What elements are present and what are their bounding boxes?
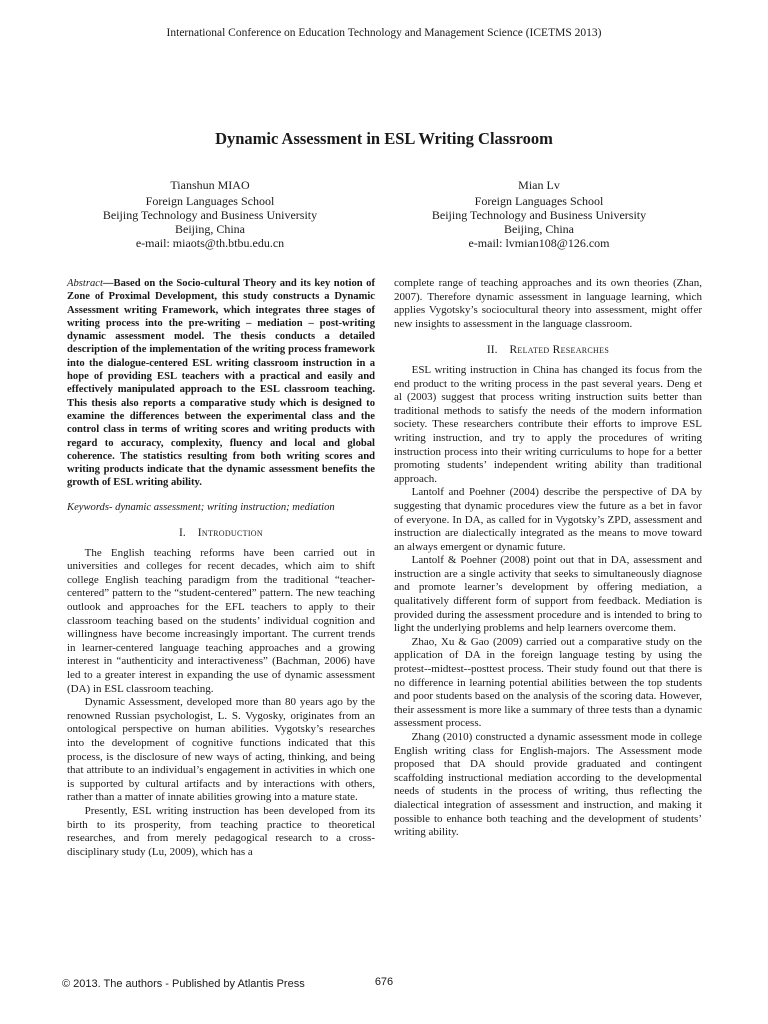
author-block-1 xyxy=(60,178,360,250)
paragraph: Zhang (2010) constructed a dynamic assessment mode in college English writing class for English-majors. The Assessment mode proposed that DA should provide graduated and contingent scaffolding instructional mediation according to the developmental needs of students in the process of writing, thus reflecting the dialectical integration of assessment and instruction, and making it possible to enhance both teaching and the development of students’ writing ability. xyxy=(394,731,702,839)
author-university: Beijing Technology and Business University xyxy=(431,208,647,222)
page-number: 676 xyxy=(374,976,394,988)
author-name: Tianshun MIAO xyxy=(170,178,250,192)
copyright-footer: © 2013. The authors - Published by Atlantis Press xyxy=(62,978,305,990)
author-department: Foreign Languages School xyxy=(474,194,604,208)
section-number: II. xyxy=(486,344,498,357)
abstract-label: Abstract xyxy=(67,278,103,289)
author-department: Foreign Languages School xyxy=(145,194,275,208)
keywords: Keywords- dynamic assessment; writing instruction; mediation xyxy=(67,501,335,513)
author-email: e-mail: lvmian108@126.com xyxy=(468,236,610,250)
section-heading-related-researches xyxy=(394,344,702,358)
author-block-2 xyxy=(389,178,689,250)
paragraph: Presently, ESL writing instruction has been developed from its birth to its prosperity, from teaching practice to theoretical researches, and from merely pedagogical research to a cross-disciplinary study (Lu, 2009), which has a xyxy=(67,804,375,858)
author-name: Mian Lv xyxy=(518,178,560,192)
conference-header: International Conference on Education Technology and Management Science (ICETMS 2013) xyxy=(166,27,602,39)
right-column xyxy=(394,277,702,840)
author-city: Beijing, China xyxy=(175,222,245,236)
section-number: I. xyxy=(179,527,186,540)
paragraph: Zhao, Xu & Gao (2009) carried out a comparative study on the application of DA in the foreign language testing by using the protest--midtest--posttest process. Their study found out that there is no difference in learning potential abilities between the top students and poor students based on the analysis of the scoring data. However, their assessment is more like a summary of three tests than a dynamic assessment process. xyxy=(394,635,702,730)
paragraph: Lantolf and Poehner (2004) describe the perspective of DA by suggesting that dynamic procedures view the future as a bet in favor of everyone. In DA, as called for in Vygotsky’s ZPD, assessment and instruction are dialectically integrated as the means to move toward an always emergent or dynamic future. xyxy=(394,486,702,553)
paragraph: The English teaching reforms have been carried out in universities and colleges for recent decades, which aim to shift college English teaching paradigm from the traditional “teacher-centered” pattern to the “student-centered” pattern. The new teaching outlook and approaches for the EFL teachers to apply to their classroom teaching based on the students’ individual cognition and willingness have become increasingly important. The current trends in learner-centered language teaching approaches and a growing interest in “authenticity and interactiveness” (Bachman, 2006) have led to a greater interest in expanding the use of dynamic assessment (DA) in ESL classroom teaching. xyxy=(67,546,375,695)
paper-title: Dynamic Assessment in ESL Writing Classroom xyxy=(215,129,553,148)
paragraph-continued: complete range of teaching approaches and its own theories (Zhan, 2007). Therefore dynamic assessment in language learning, which applies Vygotsky’s sociocultural theory into assessment, might offer new insights to assessment in the language classroom. xyxy=(394,277,702,330)
abstract xyxy=(67,277,375,490)
section-heading-introduction xyxy=(67,527,375,541)
author-university: Beijing Technology and Business University xyxy=(102,208,318,222)
section-title: Introduction xyxy=(197,527,263,540)
paragraph: Lantolf & Poehner (2008) point out that in DA, assessment and instruction are a single activity that seeks to simultaneously diagnose and promote learner’s development by offering mediation, a qualitatively different form of support from feedback. Mediation is provided during the assessment procedure and is intended to bring to light the underlying problems and help learners overcome them. xyxy=(394,554,702,635)
author-email: e-mail: miaots@th.btbu.edu.cn xyxy=(135,236,285,250)
section-title: Related Researches xyxy=(509,344,610,357)
author-city: Beijing, China xyxy=(504,222,574,236)
left-column xyxy=(67,277,375,859)
paragraph: Dynamic Assessment, developed more than 80 years ago by the renowned Russian psychologist, L. S. Vygosky, originates from an ontological perspective on human abilities. Vygotsky’s researches into the development of cognitive functions indicated that this process, is the disclosure of new ways of acting, thinking, and being that attribute to an individual’s engagement in activities in which one is supported by cultural artifacts and by interactions with others, rather than a matter of innate abilities growing into a mature state. xyxy=(67,696,375,804)
paragraph: ESL writing instruction in China has changed its focus from the end product to the writing process in the past several years. Deng et al (2003) suggest that process writing instruction suits better than traditional methods to satisfy the needs of the modern information society. These researchers contribute their efforts to improve ESL writing instruction, and try to apply the procedures of writing instruction process into their writing curriculums to hope for a better promoting students’ independent writing ability than traditional approach. xyxy=(394,363,702,485)
abstract-text: —Based on the Socio-cultural Theory and its key notion of Zone of Proximal Development, this study constructs a Dynamic Assessment writing Framework, which integrates three stages of writing process into the pre-writing – mediation – post-writing dynamic assessment model. The thesis conducts a detailed description of the implementation of the writing process framework into the dialogue-centered ESL writing classroom instruction in a hope of providing ESL teachers with a practical and easily and effectively manipulated approach to the ESL classroom teaching. This thesis also reports a comparative study which is designed to examine the differences between the experimental class and the control class in terms of writing scores and writing products with regard to accuracy, complexity, fluency and local and global coherence. The statistics resulting from both writing scores and writing products indicate that the dynamic assessment benefits the growth of ESL writing ability. xyxy=(67,278,375,489)
